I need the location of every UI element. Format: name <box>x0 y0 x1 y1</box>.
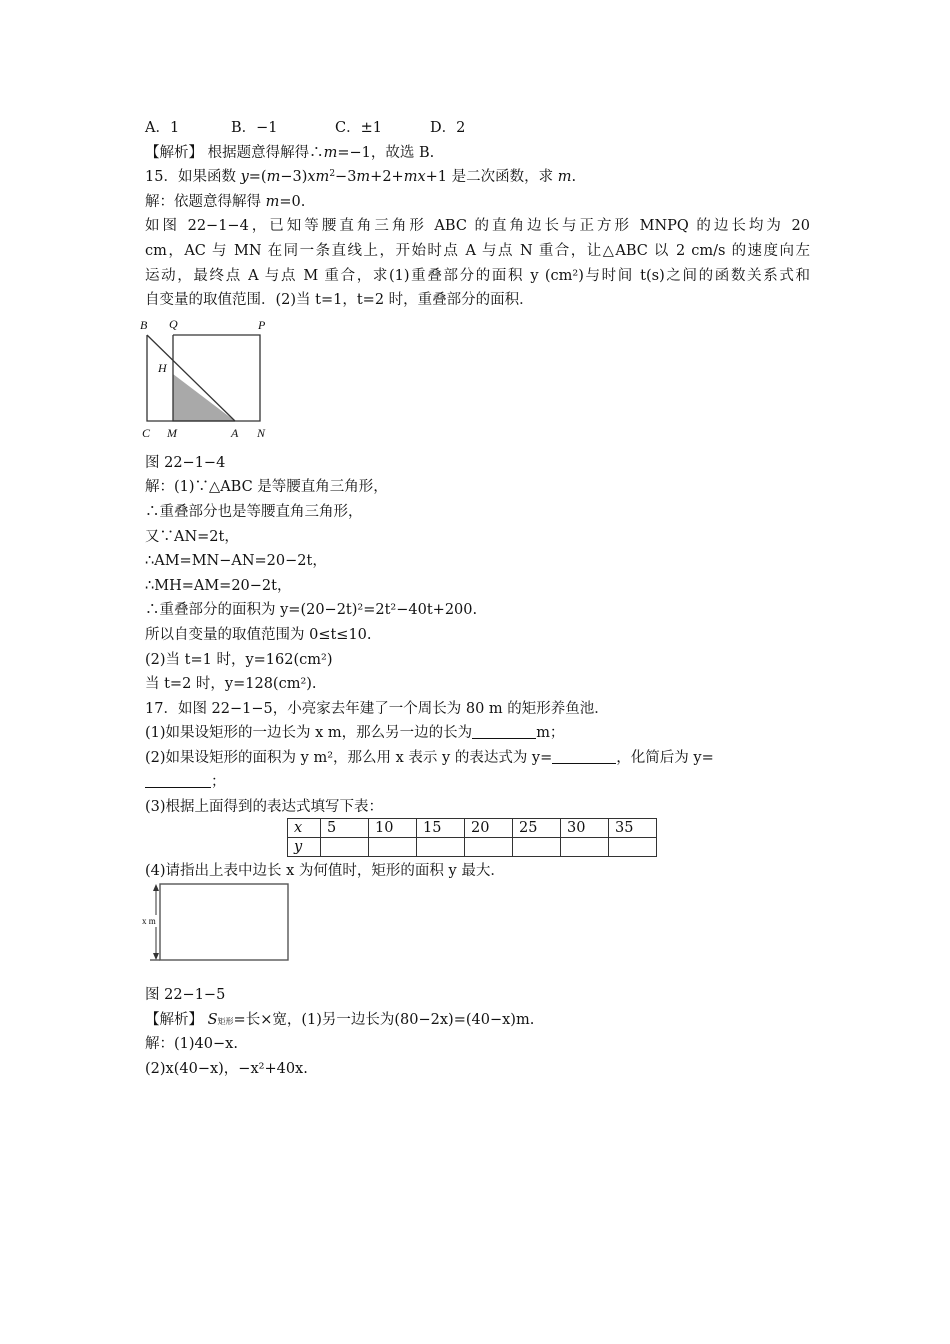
q16-solution-4: ∴AM=MN−AN=20−2t， <box>145 553 327 570</box>
option-a: A．1 <box>145 120 180 136</box>
option-d: D．2 <box>430 120 466 136</box>
svg-text:P: P <box>258 317 266 332</box>
svg-text:x m: x m <box>142 916 156 927</box>
option-b: B．−1 <box>231 120 278 136</box>
rectangle-pond-diagram <box>140 882 290 964</box>
figure-22-1-4 <box>140 313 810 451</box>
table-cell-input[interactable] <box>369 837 417 856</box>
q14-options <box>145 116 810 141</box>
option-c: C．±1 <box>335 120 382 136</box>
answer-blank-2[interactable] <box>552 748 616 764</box>
answer-blank-1[interactable] <box>472 723 536 739</box>
svg-text:C: C <box>142 425 151 440</box>
q16-solution-7: 所以自变量的取值范围为 0≤t≤10. <box>145 626 372 643</box>
svg-text:H: H <box>158 360 167 375</box>
answer-blank-3[interactable] <box>145 772 211 788</box>
svg-text:A: A <box>231 425 239 440</box>
triangle-square-diagram <box>140 315 280 445</box>
q16-line-3: 运动，最终点 A 与点 M 重合，求(1)重叠部分的面积 y (cm²)与时间 t(s)之间的函数关系式和 <box>145 267 810 284</box>
q17-part-2-cont: ； <box>145 770 810 795</box>
q15-solution: 解：依题意得解得 m=0. <box>145 193 306 210</box>
table-row-y: y <box>288 837 657 856</box>
figure-caption: 图 22−1−5 <box>145 987 226 1004</box>
q16-line-1: 如图 22−1−4，已知等腰直角三角形 ABC 的直角边长与正方形 MNPQ 的边长均为 20 <box>145 218 810 235</box>
figure-caption: 图 22−1−4 <box>145 454 226 471</box>
q17-solution-1: 解：(1)40−x. <box>145 1036 238 1053</box>
table-row-x: x 5 10 15 20 25 30 35 <box>288 818 657 837</box>
table-cell-input[interactable] <box>561 837 609 856</box>
q17-analysis: 【解析】 S矩形=长×宽，(1)另一边长为(80−2x)=(40−x)m. <box>145 1011 535 1028</box>
q16-line-4: 自变量的取值范围．(2)当 t=1，t=2 时，重叠部分的面积． <box>145 292 534 309</box>
svg-text:B: B <box>140 317 148 332</box>
q17-question: 17．如图 22−1−5，小亮家去年建了一个周长为 80 m 的矩形养鱼池． <box>145 700 609 717</box>
table-cell-input[interactable] <box>513 837 561 856</box>
table-cell-input[interactable] <box>609 837 657 856</box>
svg-text:M: M <box>167 425 177 440</box>
table-cell-input[interactable] <box>417 837 465 856</box>
figure-22-1-5 <box>142 883 810 983</box>
value-table-wrap <box>145 820 810 862</box>
q17-part-3: (3)根据上面得到的表达式填写下表： <box>145 799 384 816</box>
q14-analysis: 【解析】 根据题意得解得∴m=−1，故选 B. <box>145 144 435 161</box>
svg-text:Q: Q <box>169 316 178 331</box>
q17-part-1: (1)如果设矩形的一边长为 x m，那么另一边的长为 m； <box>145 725 565 742</box>
analysis-tag: 【解析】 <box>145 144 203 161</box>
q16-solution-6: ∴重叠部分的面积为 y=(20−2t)²=2t²−40t+200. <box>145 602 478 619</box>
q16-line-2: cm，AC 与 MN 在同一条直线上，开始时点 A 与点 N 重合，让△ABC 以 2 cm/s 的速度向左 <box>145 242 810 259</box>
q16-solution-9: 当 t=2 时，y=128(cm²). <box>145 676 317 693</box>
q15-question: 15．如果函数 $y=(m-3)xm^2-3m+2+mx+1$ 是二次函数，求 m. <box>145 169 577 186</box>
q16-solution-3: 又∵AN=2t， <box>145 528 239 545</box>
document-page <box>140 116 810 1082</box>
svg-text:N: N <box>257 425 266 440</box>
value-table <box>287 818 657 857</box>
q17-part-4: (4)请指出上表中边长 x 为何值时，矩形的面积 y 最大． <box>145 862 505 879</box>
q16-solution-5: ∴MH=AM=20−2t， <box>145 577 292 594</box>
q17-solution-2: (2)x(40−x)，−x²+40x. <box>145 1061 308 1078</box>
q16-solution-8: (2)当 t=1 时，y=162(cm²) <box>145 651 333 668</box>
table-cell-input[interactable] <box>465 837 513 856</box>
q17-part-2: (2)如果设矩形的面积为 y m²，那么用 x 表示 y 的表达式为 y= ，化简后为 y= <box>145 749 714 766</box>
q16-solution-2: ∴重叠部分也是等腰直角三角形， <box>145 503 363 520</box>
q16-solution-1: 解：(1)∵△ABC 是等腰直角三角形， <box>145 479 388 496</box>
table-cell-input[interactable] <box>321 837 369 856</box>
